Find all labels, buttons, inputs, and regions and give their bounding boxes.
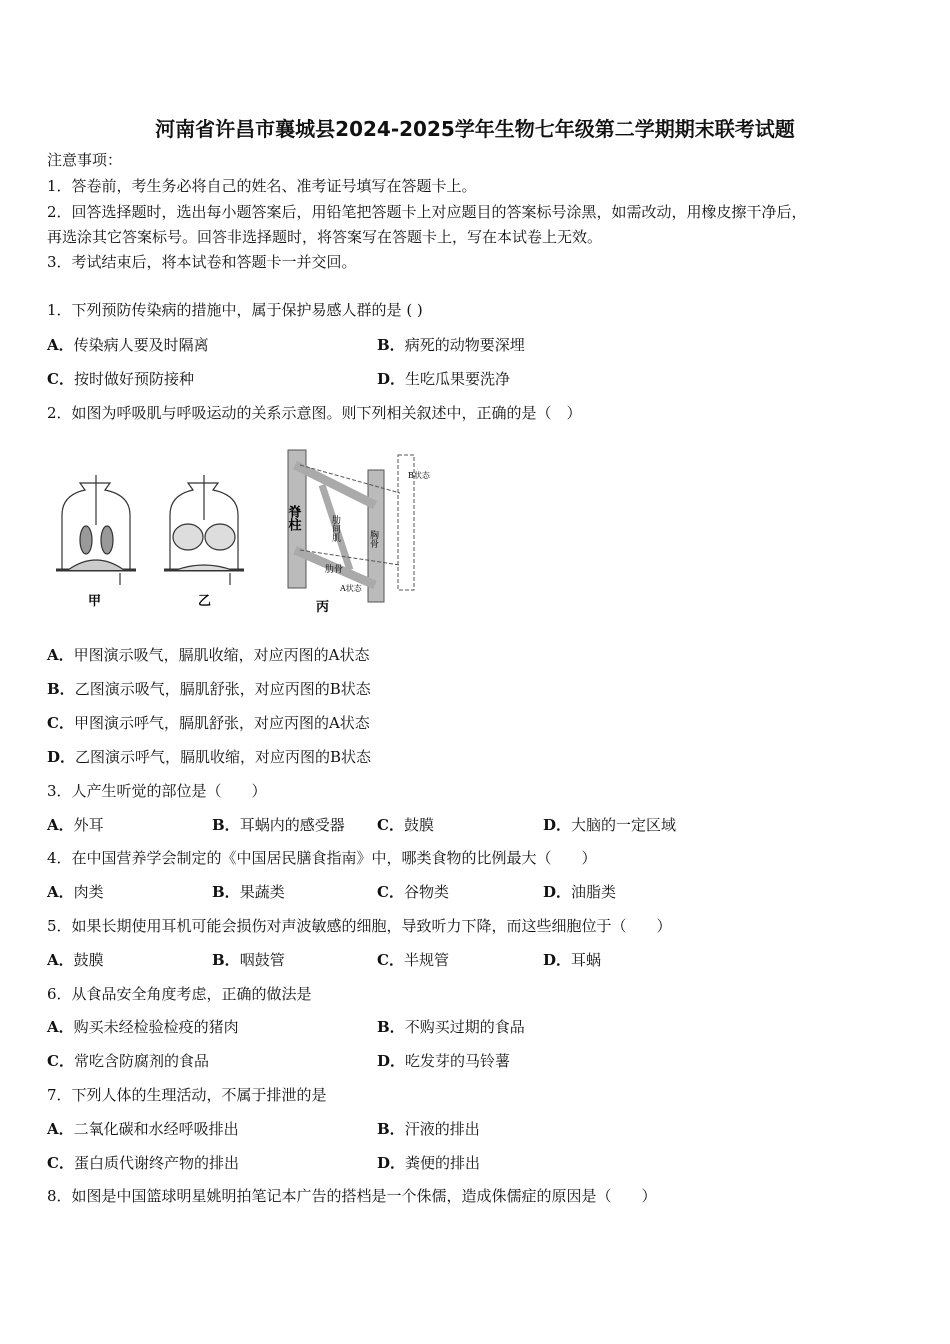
answer-option xyxy=(47,882,104,902)
option-letter: A． xyxy=(47,816,74,834)
option-letter: A． xyxy=(47,336,74,354)
answer-option xyxy=(212,815,345,835)
option-text: 耳蜗 xyxy=(571,951,602,969)
option-text: 不购买过期的食品 xyxy=(404,1018,525,1036)
question-stem: 7．下列人体的生理活动，不属于排泄的是 xyxy=(47,1086,327,1104)
note-item: 3．考试结束后，将本试卷和答题卡一并交回。 xyxy=(47,253,357,271)
label-jia: 甲 xyxy=(88,594,102,609)
option-text: 购买未经检验检疫的猪肉 xyxy=(73,1018,239,1036)
option-letter: A． xyxy=(47,951,74,969)
option-letter: C． xyxy=(377,883,404,901)
option-text: 谷物类 xyxy=(403,883,449,901)
option-text: 耳蜗内的感受器 xyxy=(239,816,345,834)
question-stem: 2．如图为呼吸肌与呼吸运动的关系示意图。则下列相关叙述中，正确的是（ ） xyxy=(47,404,582,422)
answer-option xyxy=(377,1051,510,1071)
label-state-a: A状态 xyxy=(340,584,362,593)
option-text: 汗液的排出 xyxy=(404,1120,480,1138)
label-rib: 肋骨 xyxy=(325,565,344,575)
question-stem: 5．如果长期使用耳机可能会损伤对声波敏感的细胞，导致听力下降，而这些细胞位于（ ） xyxy=(47,917,672,935)
answer-option xyxy=(212,882,285,902)
answer-option xyxy=(47,679,371,699)
answer-option xyxy=(543,882,616,902)
label-spine: 脊柱 xyxy=(285,505,301,531)
option-text: 粪便的排出 xyxy=(405,1154,481,1172)
option-text: 甲图演示呼气，膈肌舒张，对应丙图的A状态 xyxy=(73,714,370,732)
option-letter: D． xyxy=(377,1154,406,1172)
option-letter: D． xyxy=(543,883,572,901)
answer-option xyxy=(377,1153,480,1173)
option-letter: C． xyxy=(47,1052,74,1070)
page-title: 河南省许昌市襄城县2024-2025学年生物七年级第二学期期末联考试题 xyxy=(155,117,795,141)
answer-option xyxy=(212,950,285,970)
option-text: 咽鼓管 xyxy=(239,951,285,969)
question-stem: 1．下列预防传染病的措施中，属于保护易感人群的是 ( ) xyxy=(47,301,423,319)
answer-option xyxy=(377,882,449,902)
option-text: 按时做好预防接种 xyxy=(73,370,194,388)
option-letter: C． xyxy=(377,951,404,969)
option-text: 肉类 xyxy=(73,883,104,901)
answer-option xyxy=(47,335,209,355)
answer-option xyxy=(47,815,104,835)
answer-option xyxy=(47,713,370,733)
answer-option xyxy=(47,1119,239,1139)
option-text: 大脑的一定区域 xyxy=(571,816,677,834)
answer-option xyxy=(47,950,104,970)
option-text: 鼓膜 xyxy=(73,951,104,969)
option-letter: D． xyxy=(377,370,406,388)
question-stem: 6．从食品安全角度考虑，正确的做法是 xyxy=(47,985,312,1003)
option-letter: C． xyxy=(47,370,74,388)
option-text: 生吃瓜果要洗净 xyxy=(405,370,511,388)
answer-option xyxy=(377,1119,480,1139)
option-letter: B． xyxy=(377,336,405,354)
option-text: 鼓膜 xyxy=(403,816,434,834)
label-yi: 乙 xyxy=(198,594,212,609)
option-letter: C． xyxy=(47,714,74,732)
respiration-figure xyxy=(50,445,450,620)
question-stem: 3．人产生听觉的部位是（ ） xyxy=(47,782,267,800)
option-text: 半规管 xyxy=(403,951,449,969)
option-text: 甲图演示吸气，膈肌收缩，对应丙图的A状态 xyxy=(73,646,370,664)
question-stem: 8．如图是中国篮球明星姚明拍笔记本广告的搭档是一个侏儒，造成侏儒症的原因是（ ） xyxy=(47,1187,657,1205)
answer-option xyxy=(543,950,601,970)
label-sternum: 胸骨 xyxy=(368,530,378,548)
answer-option xyxy=(47,645,369,665)
option-text: 油脂类 xyxy=(571,883,617,901)
option-letter: B． xyxy=(377,1018,405,1036)
note-item: 再选涂其它答案标号。回答非选择题时，将答案写在答题卡上，写在本试卷上无效。 xyxy=(47,228,603,246)
option-letter: B． xyxy=(212,951,240,969)
option-letter: B． xyxy=(377,1120,405,1138)
answer-option xyxy=(377,950,449,970)
label-bing: 丙 xyxy=(316,600,330,615)
notes-heading: 注意事项： xyxy=(47,151,123,169)
option-letter: D． xyxy=(47,748,76,766)
answer-option xyxy=(377,369,510,389)
option-letter: D． xyxy=(543,816,572,834)
option-letter: A． xyxy=(47,1018,74,1036)
answer-option xyxy=(47,1153,239,1173)
option-letter: C． xyxy=(47,1154,74,1172)
option-letter: B． xyxy=(212,816,240,834)
option-text: 蛋白质代谢终产物的排出 xyxy=(73,1154,239,1172)
question-stem: 4．在中国营养学会制定的《中国居民膳食指南》中，哪类食物的比例最大（ ） xyxy=(47,849,597,867)
option-text: 果蔬类 xyxy=(239,883,285,901)
option-text: 乙图演示吸气，膈肌舒张，对应丙图的B状态 xyxy=(74,680,371,698)
option-letter: B． xyxy=(212,883,240,901)
label-intercostal: 肋间肌 xyxy=(330,515,340,542)
answer-option xyxy=(377,1017,525,1037)
option-text: 病死的动物要深埋 xyxy=(404,336,525,354)
answer-option xyxy=(47,1051,209,1071)
label-state-b: B状态 xyxy=(408,471,430,480)
option-text: 乙图演示呼气，膈肌收缩，对应丙图的B状态 xyxy=(75,748,372,766)
option-letter: A． xyxy=(47,1120,74,1138)
option-letter: B． xyxy=(47,680,75,698)
note-item: 2．回答选择题时，选出每小题答案后，用铅笔把答题卡上对应题目的答案标号涂黑，如需改动，用橡皮擦干净后， xyxy=(47,203,807,221)
option-letter: D． xyxy=(377,1052,406,1070)
answer-option xyxy=(47,1017,239,1037)
option-text: 吃发芽的马铃薯 xyxy=(405,1052,511,1070)
option-text: 传染病人要及时隔离 xyxy=(73,336,209,354)
option-letter: C． xyxy=(377,816,404,834)
answer-option xyxy=(377,815,434,835)
option-letter: A． xyxy=(47,883,74,901)
option-text: 外耳 xyxy=(73,816,104,834)
answer-option xyxy=(377,335,525,355)
option-text: 二氧化碳和水经呼吸排出 xyxy=(73,1120,239,1138)
answer-option xyxy=(47,369,194,389)
note-item: 1．答卷前，考生务必将自己的姓名、准考证号填写在答题卡上。 xyxy=(47,177,477,195)
answer-option xyxy=(543,815,676,835)
option-text: 常吃含防腐剂的食品 xyxy=(73,1052,209,1070)
option-letter: D． xyxy=(543,951,572,969)
option-letter: A． xyxy=(47,646,74,664)
answer-option xyxy=(47,747,371,767)
